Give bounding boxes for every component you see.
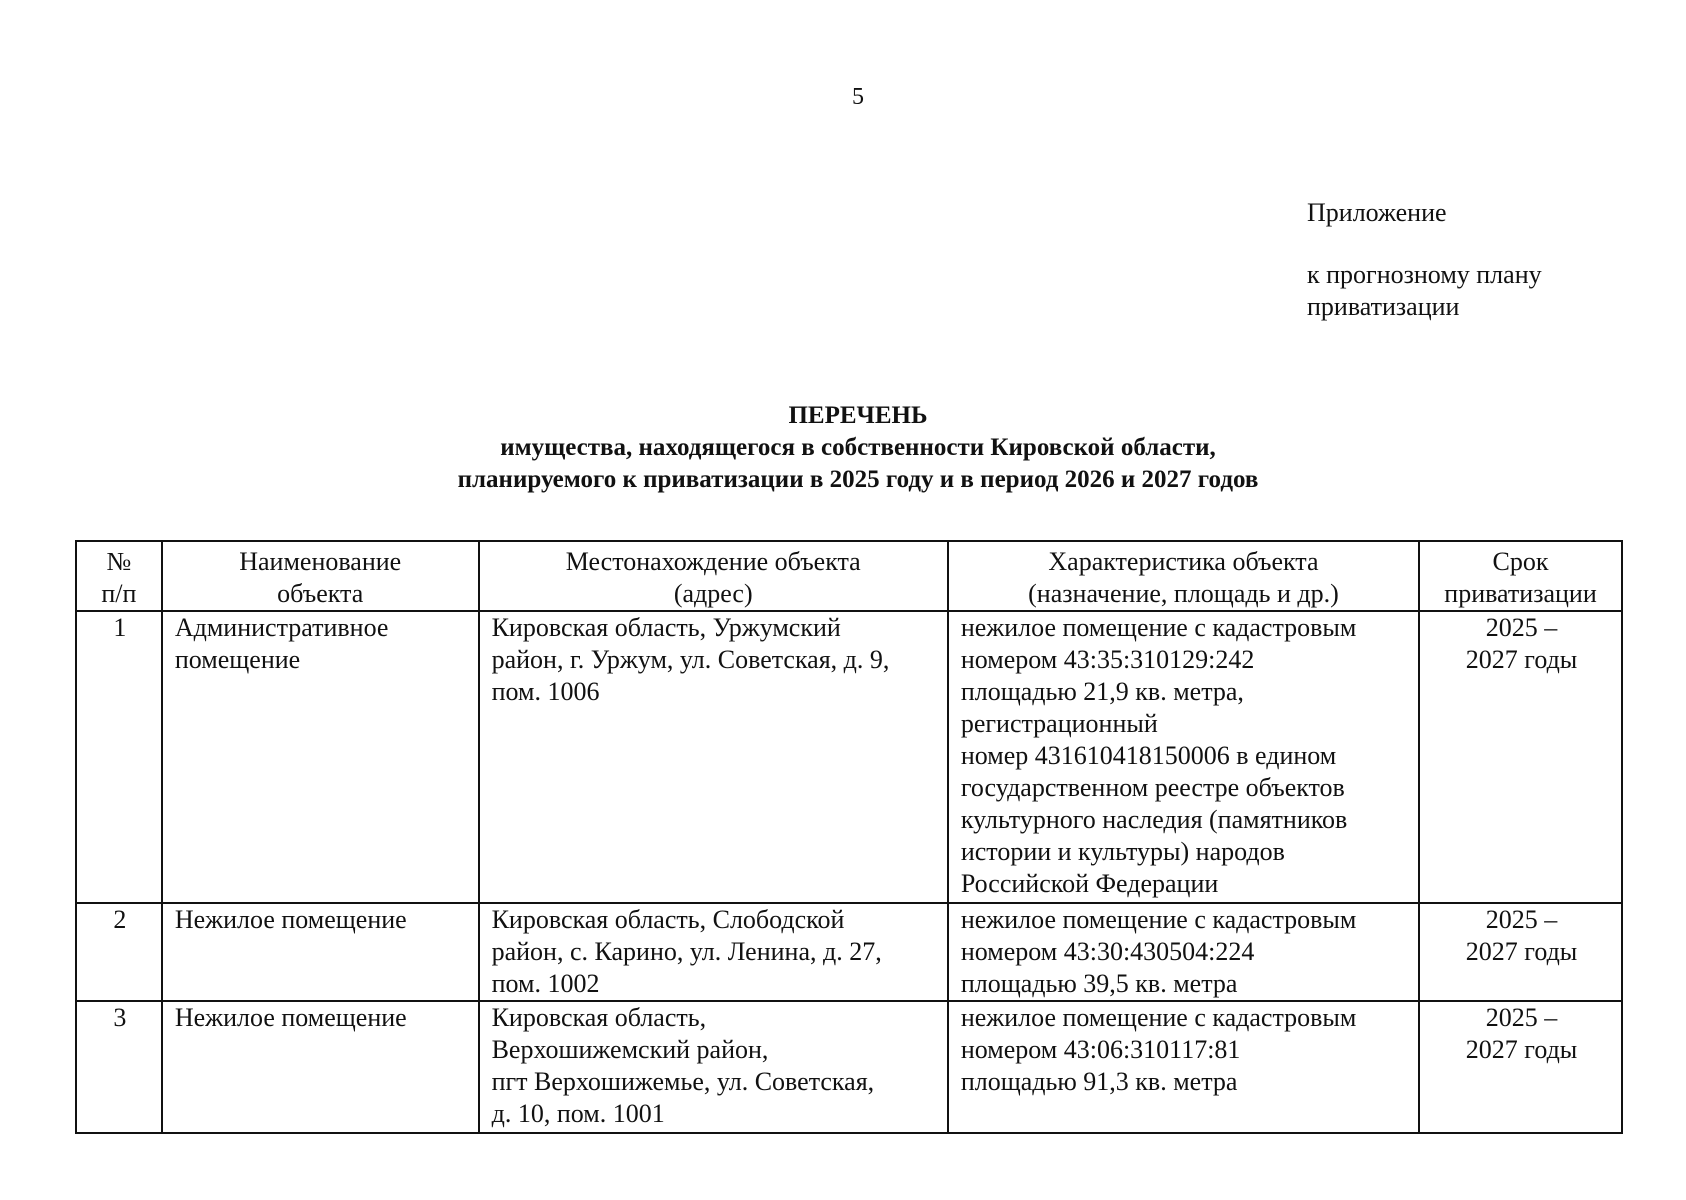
cell-line: Кировская область, Слободской	[491, 905, 845, 934]
cell-line: 2025 –	[1485, 1003, 1558, 1032]
page-number: 5	[852, 84, 864, 110]
cell-line: Административное	[174, 613, 389, 642]
header-characteristics	[948, 541, 1419, 611]
header-number	[76, 541, 162, 611]
appendix-subtitle-line: приватизации	[1307, 292, 1460, 321]
cell-line: 2025 –	[1485, 905, 1558, 934]
cell-line: Кировская область,	[491, 1003, 707, 1032]
cell-line: 2027 годы	[1465, 645, 1578, 674]
row-number: 3	[76, 1001, 162, 1133]
header-text: объекта	[277, 579, 364, 608]
header-text: п/п	[101, 579, 137, 608]
cell-line: пгт Верхошижемье, ул. Советская,	[491, 1067, 875, 1096]
cell-line: Нежилое помещение	[174, 905, 407, 934]
object-name	[162, 1001, 479, 1133]
table-header-row	[76, 541, 1622, 611]
privatization-term	[1419, 1001, 1622, 1133]
cell-line: 2027 годы	[1465, 1035, 1578, 1064]
cell-line: д. 10, пом. 1001	[491, 1099, 665, 1128]
header-text: №	[106, 547, 132, 576]
object-address	[479, 1001, 948, 1133]
privatization-term	[1419, 903, 1622, 1001]
cell-line: Российской Федерации	[960, 869, 1219, 898]
privatization-term	[1419, 611, 1622, 903]
object-address	[479, 903, 948, 1001]
cell-line: нежилое помещение с кадастровым	[960, 613, 1357, 642]
heading-title: ПЕРЕЧЕНЬ	[788, 402, 928, 429]
cell-line: государственном реестре объектов	[960, 773, 1345, 802]
header-address	[479, 541, 948, 611]
document-heading	[0, 400, 1686, 496]
cell-line: помещение	[174, 645, 301, 674]
cell-line: нежилое помещение с кадастровым	[960, 905, 1357, 934]
table-row	[76, 611, 1622, 903]
cell-line: пом. 1006	[491, 677, 600, 706]
appendix-note	[1307, 197, 1542, 323]
cell-line: нежилое помещение с кадастровым	[960, 1003, 1357, 1032]
appendix-subtitle-line: к прогнозному плану	[1307, 260, 1542, 289]
object-name	[162, 611, 479, 903]
object-name	[162, 903, 479, 1001]
cell-line: район, г. Уржум, ул. Советская, д. 9,	[491, 645, 890, 674]
header-text: Местонахождение объекта	[565, 547, 861, 576]
cell-line: регистрационный	[960, 709, 1158, 738]
header-term	[1419, 541, 1622, 611]
cell-line: площадью 21,9 кв. метра,	[960, 677, 1244, 706]
object-characteristics	[948, 611, 1419, 903]
cell-line: номер 431610418150006 в едином	[960, 741, 1337, 770]
cell-line: Верхошижемский район,	[491, 1035, 769, 1064]
appendix-subtitle	[1307, 259, 1542, 323]
appendix-title: Приложение	[1307, 198, 1447, 227]
header-text: Характеристика объекта	[1048, 547, 1319, 576]
header-text: (адрес)	[673, 579, 753, 608]
header-name	[162, 541, 479, 611]
cell-line: район, с. Карино, ул. Ленина, д. 27,	[491, 937, 882, 966]
table-row	[76, 903, 1622, 1001]
property-list-table	[75, 540, 1623, 1134]
header-text: Наименование	[239, 547, 402, 576]
heading-line: планируемого к приватизации в 2025 году и в период 2026 и 2027 годов	[457, 466, 1259, 493]
header-text: (назначение, площадь и др.)	[1028, 579, 1339, 608]
object-characteristics	[948, 1001, 1419, 1133]
cell-line: 2025 –	[1485, 613, 1558, 642]
cell-line: номером 43:30:430504:224	[960, 937, 1255, 966]
header-text: приватизации	[1444, 579, 1597, 608]
object-characteristics	[948, 903, 1419, 1001]
cell-line: 2027 годы	[1465, 937, 1578, 966]
object-address	[479, 611, 948, 903]
cell-line: номером 43:06:310117:81	[960, 1035, 1241, 1064]
cell-line: культурного наследия (памятников	[960, 805, 1348, 834]
cell-line: истории и культуры) народов	[960, 837, 1285, 866]
row-number: 2	[76, 903, 162, 1001]
cell-line: площадью 39,5 кв. метра	[960, 969, 1238, 998]
cell-line: Кировская область, Уржумский	[491, 613, 841, 642]
cell-line: площадью 91,3 кв. метра	[960, 1067, 1238, 1096]
cell-line: пом. 1002	[491, 969, 600, 998]
cell-line: Нежилое помещение	[174, 1003, 407, 1032]
cell-line: номером 43:35:310129:242	[960, 645, 1255, 674]
header-text: Срок	[1492, 547, 1549, 576]
row-number: 1	[76, 611, 162, 903]
heading-line: имущества, находящегося в собственности Кировской области,	[500, 434, 1216, 461]
table-row	[76, 1001, 1622, 1133]
